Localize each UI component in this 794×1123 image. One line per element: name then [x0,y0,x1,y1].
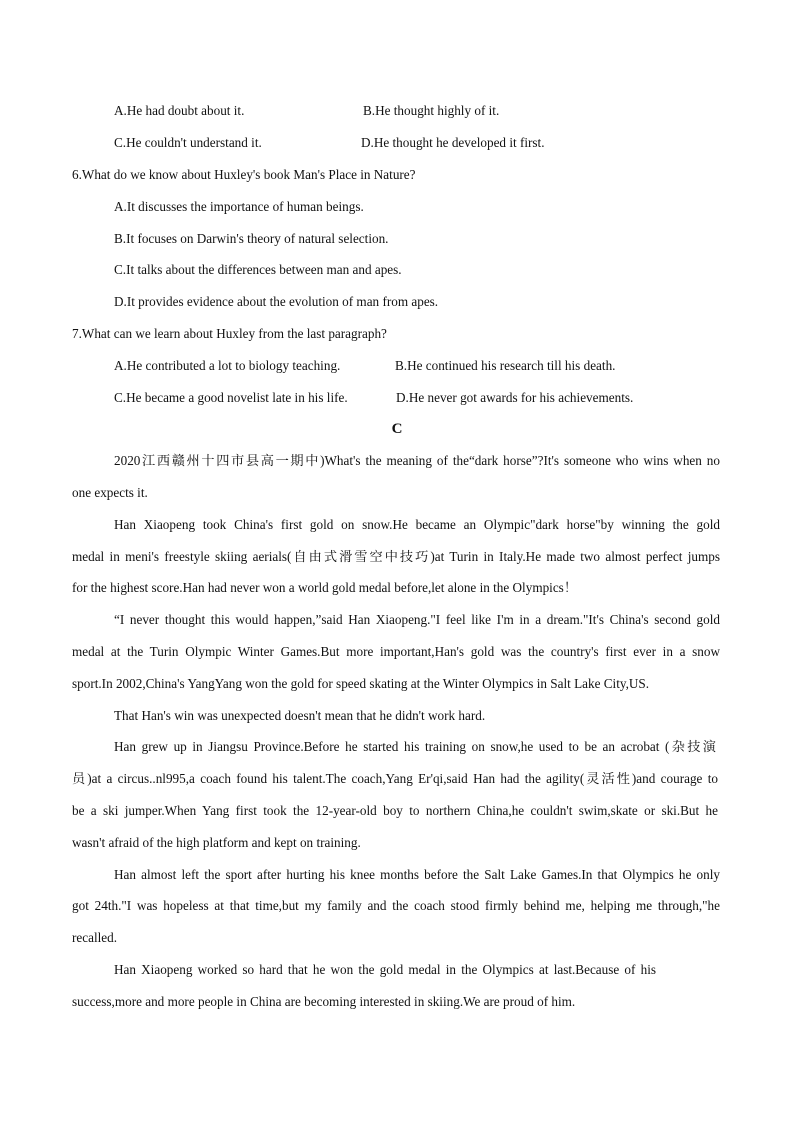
q5-option-d: D.He thought he developed it first. [361,135,545,150]
section-title: C [391,421,403,437]
passage-line: recalled. [72,930,118,945]
passage-line: one expects it. [72,485,148,500]
passage-line: Han Xiaopeng took China's first gold on snow.He became an Olympic"dark horse"by winning the gold [114,517,720,532]
q7-stem: 7.What can we learn about Huxley from the last paragraph? [72,326,387,341]
passage-line: medal at the Turin Olympic Winter Games.But more important,Han's gold was the country's first ever in a snow [72,644,720,659]
passage-line: be a ski jumper.When Yang first took the 12-year-old boy to northern China,he couldn't swim,skate or ski.But he [72,803,718,818]
passage-line: medal in meni's freestyle skiing aerials(自由式滑雪空中技巧)at Turin in Italy.He made two almost perfect jumps [72,549,720,564]
q5-option-a: A.He had doubt about it. [114,103,245,118]
q7-option-d: D.He never got awards for his achievements. [396,390,634,405]
q7-option-b: B.He continued his research till his death. [395,358,616,373]
q7-option-a: A.He contributed a lot to biology teaching. [114,358,341,373]
passage-line: Han grew up in Jiangsu Province.Before he started his training on snow,he used to be an acrobat (杂技演 [114,739,716,754]
q6-option-b: B.It focuses on Darwin's theory of natural selection. [114,231,389,246]
passage-line: 员)at a circus..nl995,a coach found his talent.The coach,Yang Er'qi,said Han had the agility(灵活性)and courage to [72,771,718,786]
passage-line: 2020江西赣州十四市县高一期中)What's the meaning of the“dark horse”?It's someone who wins when no [114,453,720,468]
q5-option-c: C.He couldn't understand it. [114,135,262,150]
q6-stem: 6.What do we know about Huxley's book Man's Place in Nature? [72,167,416,182]
passage-line: got 24th."I was hopeless at that time,but my family and the coach stood firmly behind me, helping me through,"he [72,898,720,913]
passage-line: Han almost left the sport after hurting his knee months before the Salt Lake Games.In that Olympics he only [114,867,720,882]
passage-line: Han Xiaopeng worked so hard that he won the gold medal in the Olympics at last.Because of his [114,962,656,977]
q6-option-c: C.It talks about the differences between man and apes. [114,262,402,277]
q5-option-b: B.He thought highly of it. [363,103,500,118]
passage-line: “I never thought this would happen,”said Han Xiaopeng."I feel like I'm in a dream."It's China's second gold [114,612,720,627]
q6-option-d: D.It provides evidence about the evolution of man from apes. [114,294,439,309]
passage-line: wasn't afraid of the high platform and kept on training. [72,835,361,850]
passage-line: That Han's win was unexpected doesn't mean that he didn't work hard. [114,708,486,723]
q6-option-a: A.It discusses the importance of human beings. [114,199,364,214]
passage-line: success,more and more people in China are becoming interested in skiing.We are proud of him. [72,994,576,1009]
passage-line: sport.In 2002,China's YangYang won the gold for speed skating at the Winter Olympics in Salt Lake City,US. [72,676,650,691]
passage-line: for the highest score.Han had never won a world gold medal before,let alone in the Olympics！ [72,580,578,595]
q7-option-c: C.He became a good novelist late in his life. [114,390,348,405]
